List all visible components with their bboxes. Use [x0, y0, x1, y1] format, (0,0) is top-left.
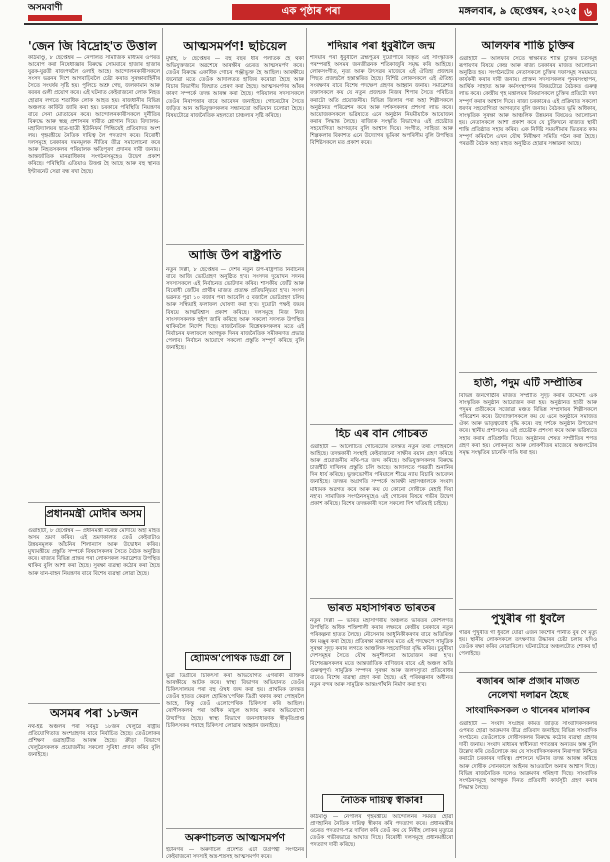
section-divider: [166, 244, 304, 245]
surrender-headline[interactable]: আত্মসমৰ্পণ! ছচিয়েল: [183, 40, 287, 53]
homeo-text: ভুৱা ডিগ্ৰীৰে চিকিৎসা কৰা অভিযোগত এগৰাকী ব্যক্তিক আৰক্ষীয়ে আটক কৰে। স্বাস্থ্য বিভাগৰ অভিযানত তেওঁৰ চিকিৎসালয়ৰ পৰা বহু ঔষধ জব্দ কৰা হয়। প্ৰাথমিক তদন্তত তেওঁৰ হাতত কেৱল হোমিঅ'পেথিক ডিগ্ৰী থকাৰ কথা পোহৰলৈ আহে, কিন্তু তেওঁ এলোপেথিক চিকিৎসা কৰি আছিল। ৰোগীসকলৰ পৰা অধিক মাচুল আদায় কৰাৰ অভিযোগো উত্থাপিত হৈছে। স্বাস্থ্য বিভাগে জনসাধাৰণক স্বীকৃতিপ্ৰাপ্ত চিকিৎসকৰ পৰাহে চিকিৎসা লোৱাৰ আহ্বান জনাইছে।: [166, 673, 304, 729]
section-divider: [310, 424, 453, 425]
press-body: [459, 721, 597, 857]
brahmaputra-text: শদিয়াৰ পৰা ধুবুৰীলৈ ব্ৰহ্মপুত্ৰৰ দুয়োপাৰে বিস্তৃত এই সাংস্কৃতিক পৰম্পৰাই অসমৰ জনজীৱনক শতিকাজুৰি সমৃদ্ধ কৰি আহিছে। লোকসংগীত, নৃত্য আৰু উৎসৱৰ মাজেৰে এই ঐতিহ্য প্ৰজন্মৰ পিছত প্ৰজন্মলৈ হস্তান্তৰিত হৈছে। বিশিষ্ট লোকসকলে এই ঐতিহ্য সংৰক্ষণৰ বাবে বিশেষ পদক্ষেপ গ্ৰহণৰ আহ্বান জনায়। সমাৱেশত বক্তাসকলে কয় যে নতুন প্ৰজন্মক নিজৰ শিপাৰ সৈতে পৰিচিত কৰাটো অতি প্ৰয়োজনীয়। বিভিন্ন জিলাৰ পৰা অহা শিল্পীসকলে অনুষ্ঠানত পৰিৱেশন কৰে আৰু দৰ্শকসকলৰ প্ৰশংসা লাভ কৰে। আয়োজকসকলে ভৱিষ্যতে এনে অনুষ্ঠান নিয়মীয়াকৈ আয়োজন কৰাৰ সিদ্ধান্ত লৈছে। ৰাজ্যিক সংস্কৃতি বিভাগেও এই প্ৰচেষ্টাত সহযোগিতা আগবঢ়াব বুলি আশ্বাস দিয়ে। সংগীত, সাহিত্য আৰু শিল্পকলাৰ বিকাশত এনে উদ্যোগৰ ভূমিকা অপৰিসীম বুলি উপস্থিত বিশিষ্টসকলে মত প্ৰকাশ কৰে।: [310, 55, 453, 147]
vicepresident-text: নতুন দিল্লী, ৮ ছেপ্তেম্বৰ — দেশৰ নতুন উপ-ৰাষ্ট্ৰপতি নিৰ্বাচনৰ বাবে আজি ভোটগ্ৰহণ অনুষ্ঠিত হ'ব। সংসদৰ দুয়োখন সদনৰ সদস্যসকলে এই নিৰ্বাচনত ভোটদান কৰিব। শাসকীয় জোঁট আৰু বিৰোধী জোঁটৰ প্ৰাৰ্থীৰ মাজত প্ৰত্যক্ষ প্ৰতিদ্বন্দ্বিতা হ'ব। সংসদ ভৱনত পুৱা ১০ বজাৰ পৰা আবেলি ৫ বজালৈ ভোটগ্ৰহণ চলিব আৰু সন্ধিয়াই ফলাফল ঘোষণা কৰা হ'ব। দুয়োটা পক্ষই জয়ৰ বিষয়ে আত্মবিশ্বাস প্ৰকাশ কৰিছে। দলসমূহে নিজ নিজ সাংসদসকলক হুইপ জাৰি কৰিছে আৰু সকলো সদস্যক উপস্থিত থাকিবলৈ নিৰ্দেশ দিছে। ৰাজনৈতিক বিশ্লেষকসকলৰ মতে এই নিৰ্বাচনৰ ফলাফলে আগন্তুক দিনৰ ৰাজনৈতিক সমীকৰণত প্ৰভাৱ পেলাব। নিৰ্বাচন আয়োগে সকলো প্ৰস্তুতি সম্পূৰ্ণ কৰিছে বুলি জনাইছে।: [166, 267, 304, 352]
peace-accord-text: গুৱাহাটী — আলফাৰ সৈতে স্বাক্ষৰিত শান্তি চুক্তিৰ চৰ্তসমূহ ৰূপায়ণৰ বিষয়ে কেন্দ্ৰ আৰু ৰাজ্য চৰকাৰৰ মাজত আলোচনা অনুষ্ঠিত হয়। সংগঠনটোৰ নেতাসকলে চুক্তিৰ দফাসমূহ সময়মতে কাৰ্যকৰী কৰাৰ দাবী জনায়। প্ৰাক্তন সদস্যসকলৰ পুনৰসংস্থাপন, আৰ্থিক সাহায্য আৰু কৰ্মসংস্থাপনৰ বিষয়টোৱে বৈঠকত গুৰুত্ব লাভ কৰে। কেন্দ্ৰীয় গৃহ মন্ত্ৰালয়ৰ বিষয়াসকলে চুক্তিৰ প্ৰতিটো দফা সম্পূৰ্ণ কৰাৰ আশ্বাস দিয়ে। ৰাজ্য চৰকাৰেও এই প্ৰক্ৰিয়াত সকলো ধৰণৰ সহযোগিতা আগবঢ়াব বুলি জনায়। বৈঠকত ভূমি অধিকাৰ, সাংস্কৃতিক সুৰক্ষা আৰু আঞ্চলিক উন্নয়নৰ বিষয়েও আলোচনা হয়। নেতাসকলে আশা প্ৰকাশ কৰে যে চুক্তিখনে ৰাজ্যত স্থায়ী শান্তি প্ৰতিষ্ঠাত সহায় কৰিব। এক নিৰ্দিষ্ট সময়সীমাৰ ভিতৰত কাম সম্পূৰ্ণ কৰিবলৈ এখন যৌথ নিৰীক্ষণ সমিতি গঠন কৰা হৈছে। পৰৱৰ্তী বৈঠক অহা মাহত অনুষ্ঠিত হোৱাৰ সম্ভাৱনা আছে।: [459, 56, 597, 148]
masthead-logo[interactable]: [28, 3, 86, 23]
surrender-body: [166, 56, 304, 240]
assam-players-body: [28, 724, 160, 852]
page-number: ৬: [579, 3, 597, 21]
ocean-headline[interactable]: ভাৰত মহাসাগৰত ভাৰতৰ: [327, 602, 436, 614]
elephant-text: বিভিন্ন জনগোষ্ঠীৰ মাজত সম্প্ৰীতি সুদৃঢ় কৰাৰ উদ্দেশ্যে এক সাংস্কৃতিক অনুষ্ঠান আয়োজন কৰা হয়। অনুষ্ঠানত হাতী আৰু পদুমৰ প্ৰতীকেৰে সজোৱা মঞ্চত বিভিন্ন সম্প্ৰদায়ৰ শিল্পীসকলে পৰিৱেশন কৰে। উদ্যোক্তাসকলে কয় যে এনে অনুষ্ঠানে সমাজত ঐক্য আৰু ভাতৃত্ববোধ বৃদ্ধি কৰে। বহু দৰ্শকে অনুষ্ঠান উপভোগ কৰে। স্থানীয় প্ৰশাসনেও এই প্ৰচেষ্টাক প্ৰশংসা কৰে আৰু ভৱিষ্যতে সহায় কৰাৰ প্ৰতিশ্ৰুতি দিয়ে। অনুষ্ঠানৰ শেষত সম্প্ৰীতিৰ শপত গ্ৰহণ কৰা হয়। লোকনৃত্য আৰু লোকগীতৰ মাজেৰে অঞ্চলটোৰ সমৃদ্ধ সংস্কৃতিৰ চানেকি দাঙি ধৰা হয়।: [459, 393, 597, 456]
logo-bar: [28, 15, 82, 21]
arunachal-body: [166, 847, 304, 859]
ocean-text: নতুন দিল্লী — ভাৰত মহাসাগৰীয় অঞ্চলত ভাৰতৰ কৌশলগত উপস্থিতি অধিক শক্তিশালী কৰাৰ লক্ষ্যৰে কেন্দ্ৰীয় চৰকাৰে নতুন পৰিকল্পনা হাতত লৈছে। নৌসেনাৰ আধুনিকীকৰণৰ বাবে অতিৰিক্ত ধন মঞ্জুৰ কৰা হৈছে। প্ৰতিৰক্ষা মন্ত্ৰালয়ৰ মতে এই পদক্ষেপে সামুদ্ৰিক সুৰক্ষা সুদৃঢ় কৰাৰ লগতে আঞ্চলিক সহযোগিতা বৃদ্ধি কৰিব। চুবুৰীয়া দেশসমূহৰ সৈতে যৌথ অনুশীলনো আয়োজন কৰা হ'ব। বিশেষজ্ঞসকলৰ মতে আন্তৰ্জাতিক বাণিজ্যৰ বাবে এই অঞ্চল অতি গুৰুত্বপূৰ্ণ। সামুদ্ৰিক সম্পদৰ সুৰক্ষা আৰু জলদস্যুতা প্ৰতিৰোধৰ বাবেও বিশেষ ব্যৱস্থা গ্ৰহণ কৰা হৈছে। এই পৰিকল্পনাৰ অধীনত নতুন বন্দৰ আৰু সামুদ্ৰিক আন্তঃগাঁথনি নিৰ্মাণ কৰা হ'ব।: [310, 618, 453, 688]
arunachal-headline[interactable]: অৰুণাচলত আত্মসমৰ্পণ: [184, 832, 286, 844]
genz-body: [28, 55, 160, 498]
modi-body: [28, 528, 160, 700]
section-divider: [28, 703, 160, 704]
ethics-body: [310, 814, 453, 858]
arunachal-text: ইটানগৰ — অৰুণাচল প্ৰদেশত এটা উগ্ৰপন্থী সংগঠনৰ কেইবাজনো সদস্যই অস্ত্ৰ-শস্ত্ৰসহ আত্মসমৰ্পণ কৰে।: [166, 847, 304, 859]
genz-headline[interactable]: 'জেন জি বিদ্ৰোহ'ত উত্তাল: [28, 40, 157, 53]
section-divider: [28, 502, 160, 503]
elephant-body: [459, 393, 597, 605]
logo-text: অসমবাণী: [28, 3, 63, 13]
genz-text: কাঠমাণ্ডু, ৮ ছেপ্তেম্বৰ — নেপালত সামাজিক মাধ্যমৰ ওপৰত আৰোপ কৰা নিষেধাজ্ঞাৰ বিৰুদ্ধে সোমবাৰে হাজাৰ হাজাৰ যুৱক-যুৱতী ৰাজপথলৈ ওলাই আহে। আন্দোলনকাৰীসকলে সংসদ ভৱনৰ দিশে আগবাঢ়িবলৈ চেষ্টা কৰাত সুৰক্ষাবাহিনীৰ সৈতে সংঘৰ্ষৰ সৃষ্টি হয়। পুলিচে অশ্ৰু গেছ, জলকামান আৰু ৰবৰৰ গুলী প্ৰয়োগ কৰে। এই ঘটনাত কেইবাজনো লোক নিহত হোৱাৰ লগতে শতাধিক লোক আহত হয়। ৰাজধানীৰ বিভিন্ন অঞ্চলত কাৰ্ফিউ জাৰি কৰা হয়। চৰকাৰে পৰিস্থিতি নিয়ন্ত্ৰণৰ বাবে সেনা মোতায়েন কৰে। আন্দোলনকাৰীসকলে দুৰ্নীতিৰ বিৰুদ্ধে আৰু স্বচ্ছ প্ৰশাসনৰ দাবীত শ্লোগান দিয়ে। বিদ্যালয়-মহাবিদ্যালয়ৰ ছাত্ৰ-ছাত্ৰী ইউনিফৰ্ম পিন্ধিয়েই প্ৰতিবাদত অংশ লয়। গৃহমন্ত্ৰীয়ে নৈতিক দায়িত্ব লৈ পদত্যাগ কৰে। বিৰোধী দলসমূহে চৰকাৰৰ দমনমূলক নীতিৰ তীব্ৰ সমালোচনা কৰে আৰু নিহতসকলৰ পৰিয়ালক ক্ষতিপূৰণ প্ৰদানৰ দাবী জনায়। আন্তৰ্জাতিক মানৱাধিকাৰ সংগঠনসমূহেও উদ্বেগ প্ৰকাশ কৰিছে। পৰিস্থিতি এতিয়াও উত্তপ্ত হৈ আছে আৰু বহু স্থানত ইণ্টাৰনেট সেৱা বন্ধ ৰখা হৈছে।: [28, 55, 160, 175]
section-divider: [166, 828, 304, 829]
press-subheadline-1: ৰজাৰৰ আৰু প্ৰজাৰ মাজত: [476, 676, 580, 687]
press-text: গুৱাহাটী — সংবাদ সংগ্ৰহৰ কামত জড়িত সাংবাদিকসকলৰ ওপৰত হোৱা আক্ৰমণৰ তীব্ৰ প্ৰতিবাদ জনাইছে বিভিন্ন সাংবাদিক সংগঠনে। তেওঁলোকে দোষীসকলৰ বিৰুদ্ধে কঠোৰ ব্যৱস্থা গ্ৰহণৰ দাবী জনায়। সংবাদ মাধ্যমৰ স্বাধীনতা গণতন্ত্ৰৰ অন্যতম স্তম্ভ বুলি উল্লেখ কৰি তেওঁলোকে কয় যে সাংবাদিকসকলৰ নিৰাপত্তা নিশ্চিত কৰাটো চৰকাৰৰ দায়িত্ব। প্ৰশাসনে ঘটনাৰ তদন্ত আৰম্ভ কৰিছে আৰু দোষীক সোনকালে আইনৰ আওতালৈ অনাৰ আশ্বাস দিছে। বিভিন্ন ৰাজনৈতিক দলেও আক্ৰমণৰ গৰিহণা দিছে। সাংবাদিক সংগঠনসমূহে আগন্তুক দিনত প্ৰতিবাদী কাৰ্যসূচী গ্ৰহণ কৰাৰ সিদ্ধান্ত লৈছে।: [459, 721, 597, 791]
section-divider: [459, 372, 597, 373]
peace-accord-headline[interactable]: আলফাৰ শান্তি চুক্তিৰ: [481, 40, 575, 52]
pond-body: [459, 630, 597, 668]
surrender-text: মুম্বাই, ৮ ছেপ্তেম্বৰ — বহু বছৰ ধৰি পলাতক হৈ থকা অভিযুক্তজনে অৱশেষে আৰক্ষীৰ ওচৰত আত্মসমৰ্পণ কৰে। তেওঁৰ বিৰুদ্ধে একাধিক গোচৰ পঞ্জীভুক্ত হৈ আছিল। আৰক্ষীয়ে জনোৱা মতে তেওঁক আদালতত হাজিৰ কৰোৱা হৈছে আৰু বিচাৰ বিভাগীয় জিম্মাত প্ৰেৰণ কৰা হৈছে। আত্মসমৰ্পণৰ আঁৰৰ কাৰণ সম্পৰ্কে তদন্ত আৰম্ভ কৰা হৈছে। পৰিয়ালৰ সদস্যসকলে তেওঁৰ নিৰাপত্তাৰ বাবে আবেদন জনাইছে। গোচৰটোৰ সৈতে জড়িত আন অভিযুক্তসকলৰ সন্ধানতো অভিযান চলোৱা হৈছে। বিষয়টোৱে ৰাজনৈতিক মহলতো চাঞ্চল্যৰ সৃষ্টি কৰিছে।: [166, 56, 304, 119]
column-divider: [455, 28, 456, 858]
homeo-headline[interactable]: হোমিঅ'পেথিক ডিগ্ৰী লৈ: [190, 654, 284, 664]
pond-text: গাঁৱৰ পুখুৰীত গা ধুবলৈ যোৱা এজন কিশোৰ পানীত বুৰ গৈ মৃত্যু হয়। স্থানীয় লোকসকলে তৎক্ষণাত উদ্ধাৰৰ চেষ্টা চলায় যদিও তেওঁক ৰক্ষা কৰিব নোৱাৰিলে। ঘটনাটোৱে অঞ্চলটোত শোকৰ ছাঁ পেলাইছে।: [459, 630, 597, 658]
section-divider: [310, 598, 453, 599]
section-tab: এক পৃষ্ঠাৰ পৰা: [232, 4, 390, 20]
hs-case-body: [310, 444, 453, 594]
peace-accord-body: [459, 56, 597, 368]
column-divider: [162, 28, 163, 858]
brahmaputra-headline[interactable]: শদিয়াৰ পৰা ধুবুৰীলৈ জন্ম: [327, 40, 436, 52]
vicepresident-body: [166, 267, 304, 645]
vicepresident-headline[interactable]: আজি উপ ৰাষ্ট্ৰপতি: [188, 249, 282, 262]
column-divider: [306, 28, 307, 858]
issue-date: মঙ্গলবাৰ, ৯ ছেপ্তেম্বৰ, ২০২৫: [458, 6, 577, 17]
header-rule: [24, 23, 598, 25]
pond-headline[interactable]: পুখুৰীৰ গা ধুবলৈ: [491, 613, 565, 625]
section-divider: [459, 672, 597, 673]
ethics-text: কাঠমাণ্ডু — নেপালৰ গৃহমন্ত্ৰীয়ে আন্দোলনৰ সময়ত হোৱা প্ৰাণহানিৰ নৈতিক দায়িত্ব স্বীকাৰ কৰি পদত্যাগ কৰে। প্ৰধানমন্ত্ৰীৰ ওচৰত পদত্যাগ-পত্ৰ দাখিল কৰি তেওঁ কয় যে নিৰীহ লোকৰ মৃত্যুৱে তেওঁক গভীৰভাৱে আঘাত দিছে। বিৰোধী দলসমূহে প্ৰধানমন্ত্ৰীৰো পদত্যাগ দাবী কৰিছে।: [310, 814, 453, 849]
hs-case-headline[interactable]: হিচ এৰ বান গোচৰত: [335, 428, 428, 440]
hs-case-text: গুৱাহাটী — আলোচিত গোচৰটোৰ তদন্তত নতুন তথ্য পোহৰলৈ আহিছে। তদন্তকাৰী সংস্থাই কেইবাজনো সাক্ষীৰ বয়ান গ্ৰহণ কৰিছে আৰু প্ৰয়োজনীয় নথি-পত্ৰ জব্দ কৰিছে। অভিযুক্তসকলৰ বিৰুদ্ধে চাৰ্জশ্বীট দাখিলৰ প্ৰস্তুতি চলি আছে। আদালতে পৰৱৰ্তী শুনানিৰ দিন ধাৰ্য কৰিছে। ভুক্তভোগীৰ পৰিয়ালে শীঘ্ৰে ন্যায় বিচাৰি আবেদন জনাইছে। তদন্তৰ অগ্ৰগতি সম্পৰ্কে আৰক্ষী মহাসঞ্চালকে সংবাদ মাধ্যমক অৱগত কৰে আৰু কয় যে কোনো দোষীকে ৰেহাই দিয়া নহ'ব। সামাজিক সংগঠনসমূহেও এই গোচৰৰ বিষয়ে গভীৰ উদ্বেগ প্ৰকাশ কৰিছে। বিশেষ তদন্তকাৰী দলে সকলো দিশ খতিয়াই চাইছে।: [310, 444, 453, 507]
assam-players-headline[interactable]: অসমৰ পৰা ১৮জন: [49, 707, 139, 720]
ocean-body: [310, 618, 453, 790]
assam-players-text: নৰ্থ-ইষ্ট অঞ্চলৰ পৰা সৰ্বমুঠ ১৮জন খেলুৱৈ ৰাষ্ট্ৰীয় প্ৰতিযোগিতাত অংশগ্ৰহণৰ বাবে নিৰ্বাচিত হৈছে। তেওঁলোকৰ প্ৰশিক্ষণ গুৱাহাটীত আৰম্ভ হৈছে। ক্ৰীড়া বিভাগে খেলুৱৈসকলক প্ৰয়োজনীয় সকলো সুবিধা প্ৰদান কৰিব বুলি জনাইছে।: [28, 724, 160, 759]
press-subheadline-2: নেলেখা দলাৱন হৈছে: [487, 690, 569, 701]
homeo-body: [166, 673, 304, 825]
press-headline[interactable]: সাংবাদিকসকল ৩ থানেৰৰ মালাকৰ: [466, 706, 590, 716]
modi-text: গুৱাহাটী, ৮ ছেপ্তেম্বৰ — প্ৰধানমন্ত্ৰী নৰেন্দ্ৰ মোদীয়ে অহা মাহত অসম ভ্ৰমণ কৰিব। এই ভ্ৰমণকালত তেওঁ কেইবাটাও উন্নয়নমূলক আঁচনিৰ শিলান্যাস আৰু উদ্বোধন কৰিব। মুখ্যমন্ত্ৰীয়ে প্ৰস্তুতি সম্পৰ্কে বিষয়াসকলৰ সৈতে বৈঠক অনুষ্ঠিত কৰে। ৰাজ্যৰ বিভিন্ন প্ৰান্তৰ পৰা লোকসকল সমাৱেশত উপস্থিত থাকিব বুলি আশা কৰা হৈছে। সুৰক্ষা ব্যৱস্থা কঠোৰ কৰা হৈছে আৰু যান-বাহন নিয়ন্ত্ৰণৰ বাবে বিশেষ ব্যৱস্থা লোৱা হৈছে।: [28, 528, 160, 577]
brahmaputra-body: [310, 55, 453, 420]
modi-headline[interactable]: প্ৰধানমন্ত্ৰী মোদীৰ অসম: [46, 508, 142, 520]
section-divider: [459, 609, 597, 610]
ethics-headline[interactable]: নৈতিক দায়িত্ব স্বীকাৰ!: [340, 796, 424, 806]
elephant-headline[interactable]: হাতী, পদুম এটি সম্প্ৰীতিৰ: [473, 377, 583, 389]
